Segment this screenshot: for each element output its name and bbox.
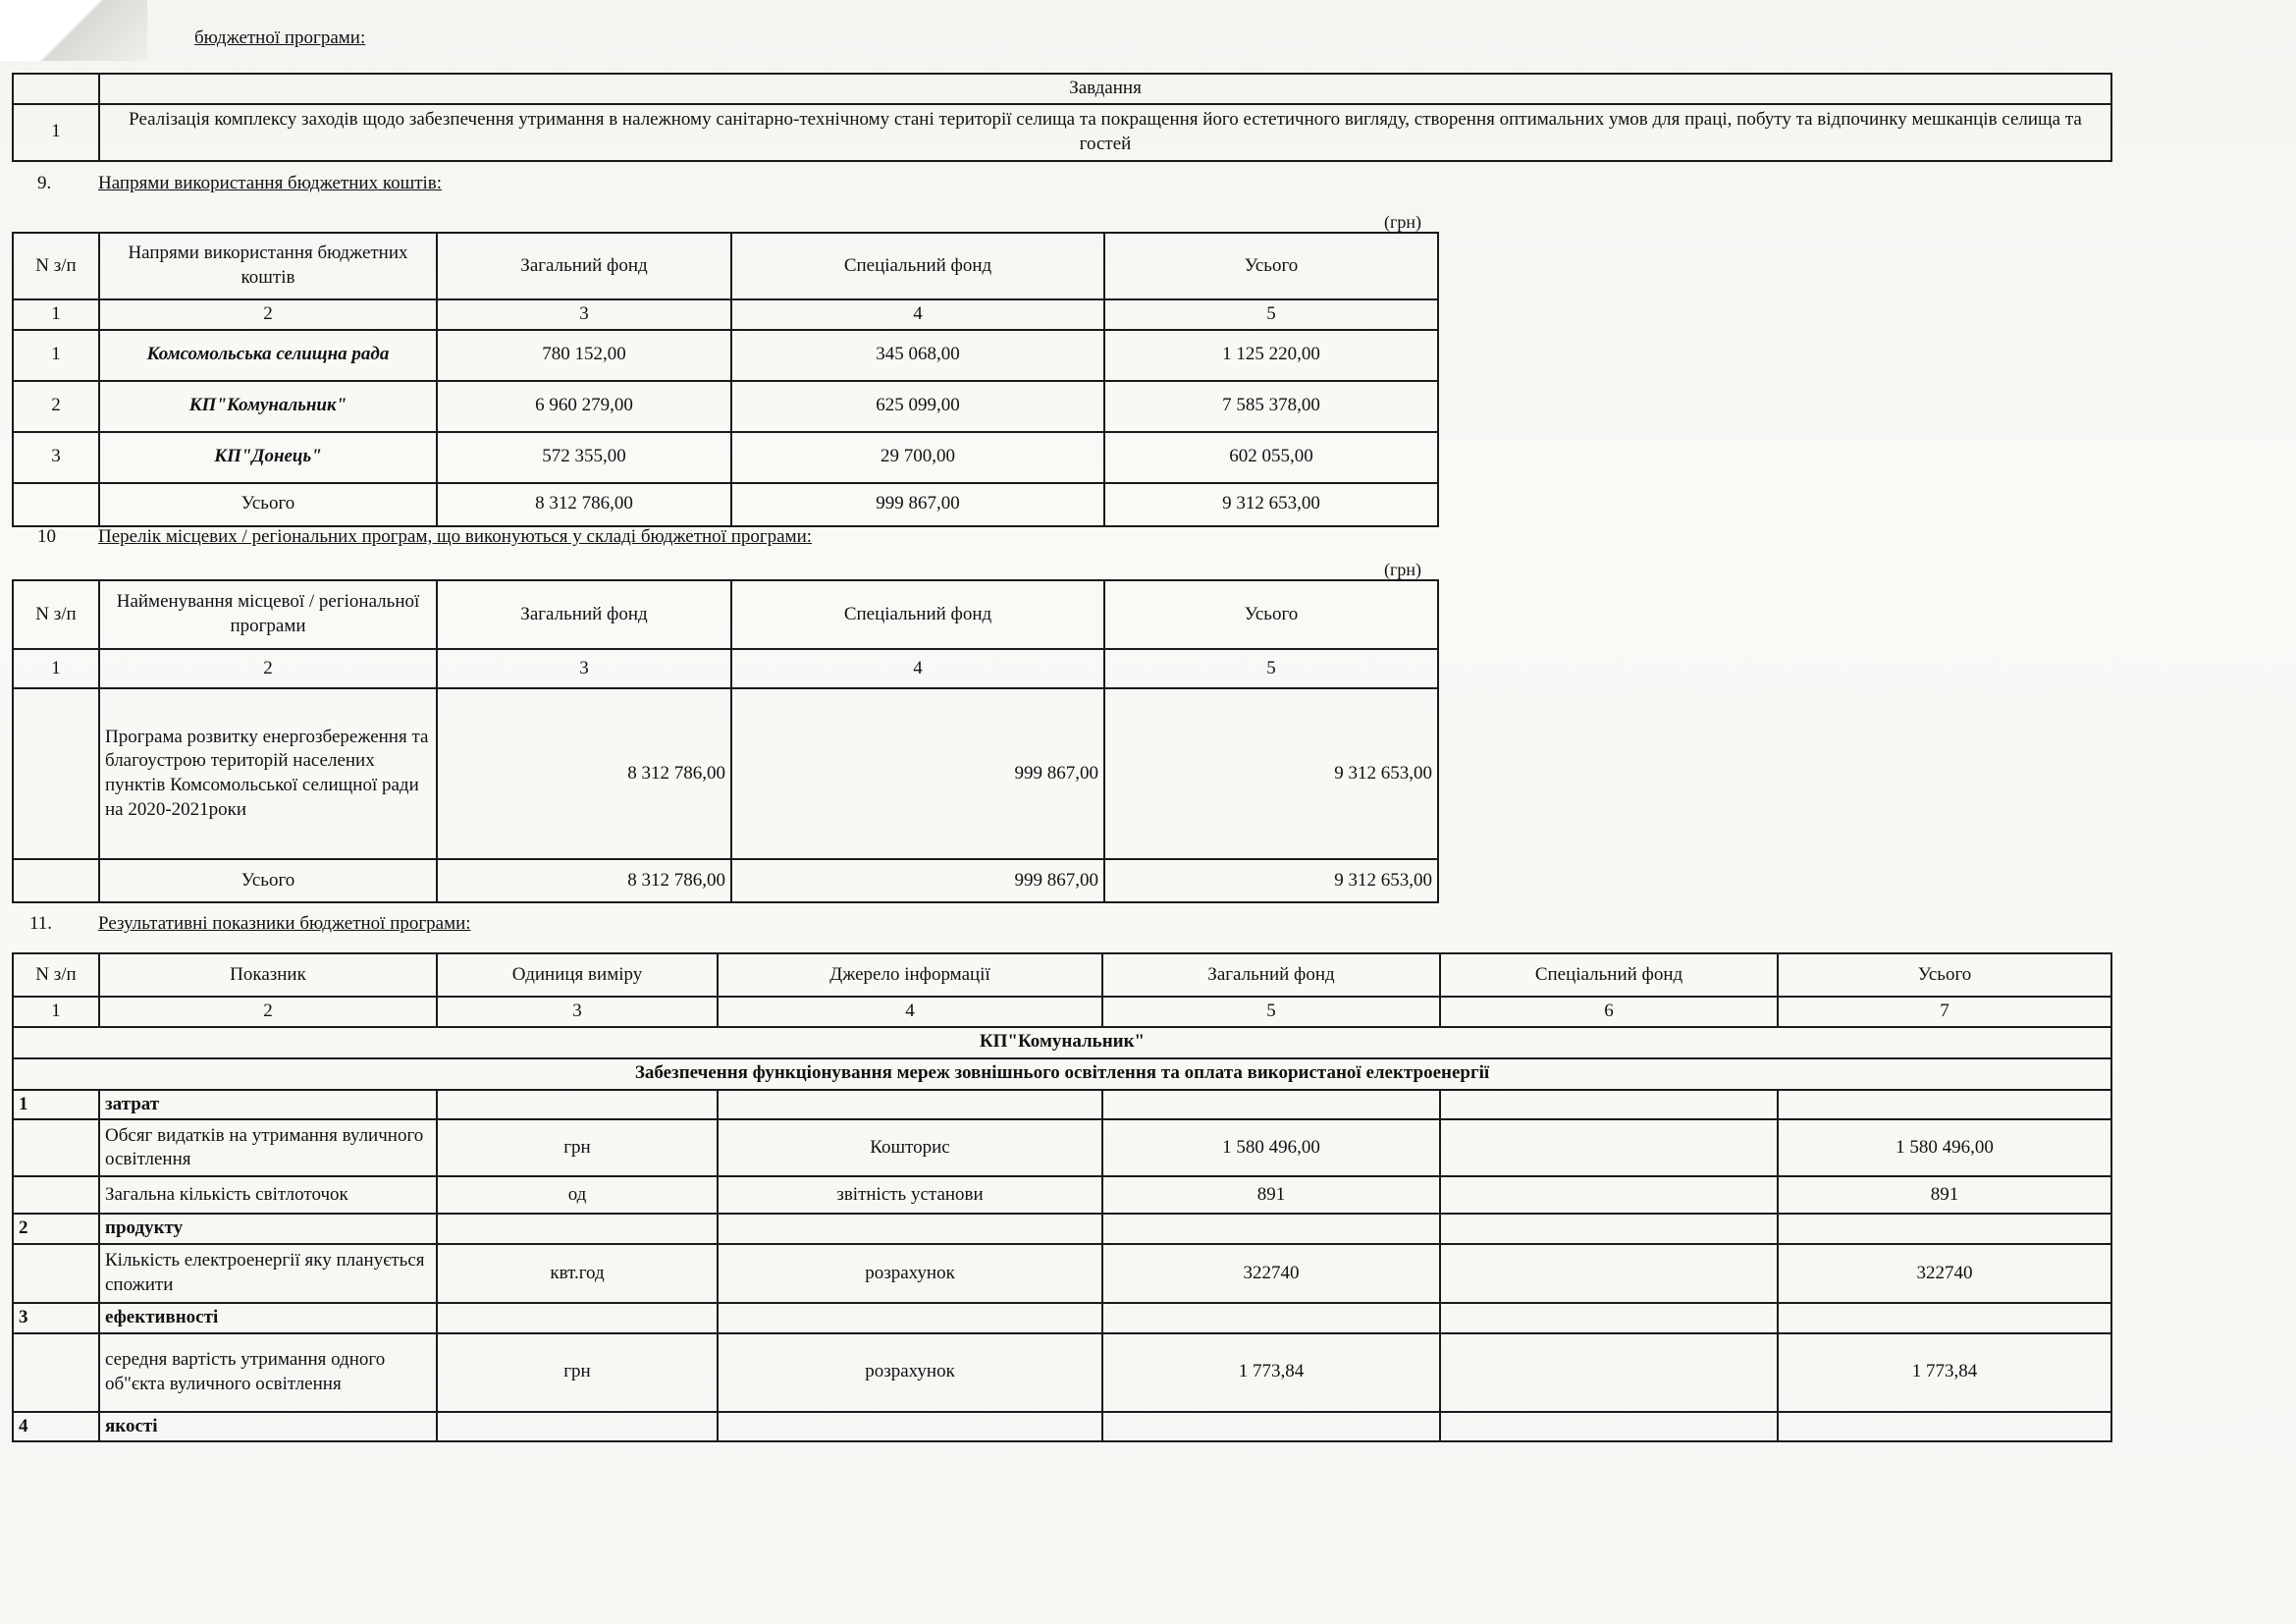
task-header: Забезпечення функціонування мереж зовнішнього освітлення та оплата використаної електроенергії — [13, 1058, 2111, 1090]
section10-title: Перелік місцевих / регіональних програм, що виконуються у складі бюджетної програми: — [98, 526, 813, 547]
col-header: Джерело інформації — [718, 953, 1102, 997]
row-name: Комсомольська селищна рада — [99, 330, 437, 381]
table-row — [13, 381, 1438, 432]
group-number: 2 — [13, 1214, 99, 1244]
section9-number: 9. — [37, 173, 52, 193]
tasks-table — [12, 73, 2112, 162]
special-fund-value: 625 099,00 — [731, 381, 1104, 432]
row-number: 2 — [13, 381, 99, 432]
col-number: 5 — [1104, 649, 1438, 688]
group-name: якості — [99, 1412, 437, 1442]
general-fund-value: 322740 — [1102, 1244, 1440, 1303]
total-value: 1 580 496,00 — [1778, 1119, 2111, 1176]
section11-title: Результативні показники бюджетної програми: — [98, 913, 471, 934]
total-row — [13, 859, 1438, 902]
total-label: Усього — [99, 859, 437, 902]
col-header: Усього — [1104, 580, 1438, 649]
col-number: 2 — [99, 649, 437, 688]
group-name: ефективності — [99, 1303, 437, 1333]
task-text: Реалізація комплексу заходів щодо забезпечення утримання в належному санітарно-технічному стані території селища та покращення його естетичного вигляду, створення оптимальних умов для праці, побуту та відпочинку мешканців селища та гостей — [99, 104, 2111, 161]
group-number: 4 — [13, 1412, 99, 1442]
col-header: Показник — [99, 953, 437, 997]
special-fund-value — [1440, 1244, 1778, 1303]
general-fund-total: 8 312 786,00 — [437, 483, 731, 526]
table-row — [13, 688, 1438, 859]
indicator-unit: грн — [437, 1333, 718, 1412]
col-header: Усього — [1778, 953, 2111, 997]
table-row — [13, 432, 1438, 483]
indicator-name: середня вартість утримання одного об"єкта вуличного освітлення — [99, 1333, 437, 1412]
col-number: 5 — [1102, 997, 1440, 1027]
indicator-group-row — [13, 1303, 2111, 1333]
col-number: 1 — [13, 997, 99, 1027]
grand-total: 9 312 653,00 — [1104, 859, 1438, 902]
indicator-source: звітність установи — [718, 1176, 1102, 1214]
section9-title: Напрями використання бюджетних коштів: — [98, 173, 443, 193]
col-header: Загальний фонд — [1102, 953, 1440, 997]
indicator-source: розрахунок — [718, 1244, 1102, 1303]
col-number: 3 — [437, 997, 718, 1027]
special-fund-value: 345 068,00 — [731, 330, 1104, 381]
indicator-source: Кошторис — [718, 1119, 1102, 1176]
total-value: 7 585 378,00 — [1104, 381, 1438, 432]
col-number: 3 — [437, 649, 731, 688]
general-fund-value: 1 773,84 — [1102, 1333, 1440, 1412]
col-header: Спеціальний фонд — [731, 580, 1104, 649]
indicator-source: розрахунок — [718, 1333, 1102, 1412]
general-fund-value: 6 960 279,00 — [437, 381, 731, 432]
row-number — [13, 688, 99, 859]
indicator-name: Загальна кількість світлоточок — [99, 1176, 437, 1214]
col-number: 4 — [718, 997, 1102, 1027]
group-number: 3 — [13, 1303, 99, 1333]
general-fund-value: 1 580 496,00 — [1102, 1119, 1440, 1176]
total-value: 9 312 653,00 — [1104, 688, 1438, 859]
row-number: 3 — [13, 432, 99, 483]
indicator-name: Кількість електроенергії яку планується спожити — [99, 1244, 437, 1303]
organization-header: КП"Комунальник" — [13, 1027, 2111, 1058]
indicator-group-row — [13, 1214, 2111, 1244]
tasks-header: Завдання — [99, 74, 2111, 104]
col-number: 6 — [1440, 997, 1778, 1027]
special-fund-value — [1440, 1333, 1778, 1412]
col-header: Загальний фонд — [437, 580, 731, 649]
general-fund-total: 8 312 786,00 — [437, 859, 731, 902]
section10-number: 10 — [37, 526, 56, 547]
col-header: N з/п — [13, 953, 99, 997]
row-name: КП"Донець" — [99, 432, 437, 483]
col-header: N з/п — [13, 233, 99, 299]
total-value: 1 125 220,00 — [1104, 330, 1438, 381]
indicator-row — [13, 1119, 2111, 1176]
special-fund-total: 999 867,00 — [731, 483, 1104, 526]
col-header: N з/п — [13, 580, 99, 649]
indicator-row — [13, 1333, 2111, 1412]
col-number: 5 — [1104, 299, 1438, 330]
local-programs-table — [12, 579, 1439, 903]
special-fund-total: 999 867,00 — [731, 859, 1104, 902]
total-label: Усього — [99, 483, 437, 526]
total-value: 602 055,00 — [1104, 432, 1438, 483]
indicator-row — [13, 1244, 2111, 1303]
special-fund-value: 29 700,00 — [731, 432, 1104, 483]
group-name: затрат — [99, 1090, 437, 1120]
general-fund-value: 780 152,00 — [437, 330, 731, 381]
performance-indicators-table — [12, 952, 2112, 1442]
general-fund-value: 572 355,00 — [437, 432, 731, 483]
special-fund-value — [1440, 1119, 1778, 1176]
total-row — [13, 483, 1438, 526]
col-header: Спеціальний фонд — [731, 233, 1104, 299]
section10-unit: (грн) — [1384, 560, 1422, 579]
indicator-unit: квт.год — [437, 1244, 718, 1303]
col-number: 4 — [731, 649, 1104, 688]
col-header: Загальний фонд — [437, 233, 731, 299]
row-number: 1 — [13, 330, 99, 381]
col-header: Одиниця виміру — [437, 953, 718, 997]
indicator-row — [13, 1176, 2111, 1214]
funds-direction-table — [12, 232, 1439, 527]
col-header: Напрями використання бюджетних коштів — [99, 233, 437, 299]
col-number: 7 — [1778, 997, 2111, 1027]
general-fund-value: 891 — [1102, 1176, 1440, 1214]
total-value: 891 — [1778, 1176, 2111, 1214]
program-name: Програма розвитку енергозбереження та благоустрою територій населених пунктів Комсомольської селищної ради на 2020-2021роки — [99, 688, 437, 859]
section9-unit: (грн) — [1384, 212, 1422, 232]
grand-total: 9 312 653,00 — [1104, 483, 1438, 526]
table-row — [13, 330, 1438, 381]
indicator-unit: грн — [437, 1119, 718, 1176]
indicator-group-row — [13, 1412, 2111, 1442]
col-header: Усього — [1104, 233, 1438, 299]
special-fund-value — [1440, 1176, 1778, 1214]
general-fund-value: 8 312 786,00 — [437, 688, 731, 859]
total-value: 1 773,84 — [1778, 1333, 2111, 1412]
row-name: КП"Комунальник" — [99, 381, 437, 432]
total-value: 322740 — [1778, 1244, 2111, 1303]
col-number: 1 — [13, 649, 99, 688]
col-number: 2 — [99, 997, 437, 1027]
col-number: 1 — [13, 299, 99, 330]
group-number: 1 — [13, 1090, 99, 1120]
col-header: Спеціальний фонд — [1440, 953, 1778, 997]
col-number: 2 — [99, 299, 437, 330]
col-number: 4 — [731, 299, 1104, 330]
group-name: продукту — [99, 1214, 437, 1244]
section11-number: 11. — [29, 913, 53, 934]
col-header: Найменування місцевої / регіональної програми — [99, 580, 437, 649]
indicator-group-row — [13, 1090, 2111, 1120]
special-fund-value: 999 867,00 — [731, 688, 1104, 859]
page-corner-fold — [0, 0, 147, 61]
task-number: 1 — [13, 104, 99, 161]
section8-title: бюджетної програми: — [194, 27, 366, 48]
col-number: 3 — [437, 299, 731, 330]
indicator-unit: од — [437, 1176, 718, 1214]
indicator-name: Обсяг видатків на утримання вуличного освітлення — [99, 1119, 437, 1176]
